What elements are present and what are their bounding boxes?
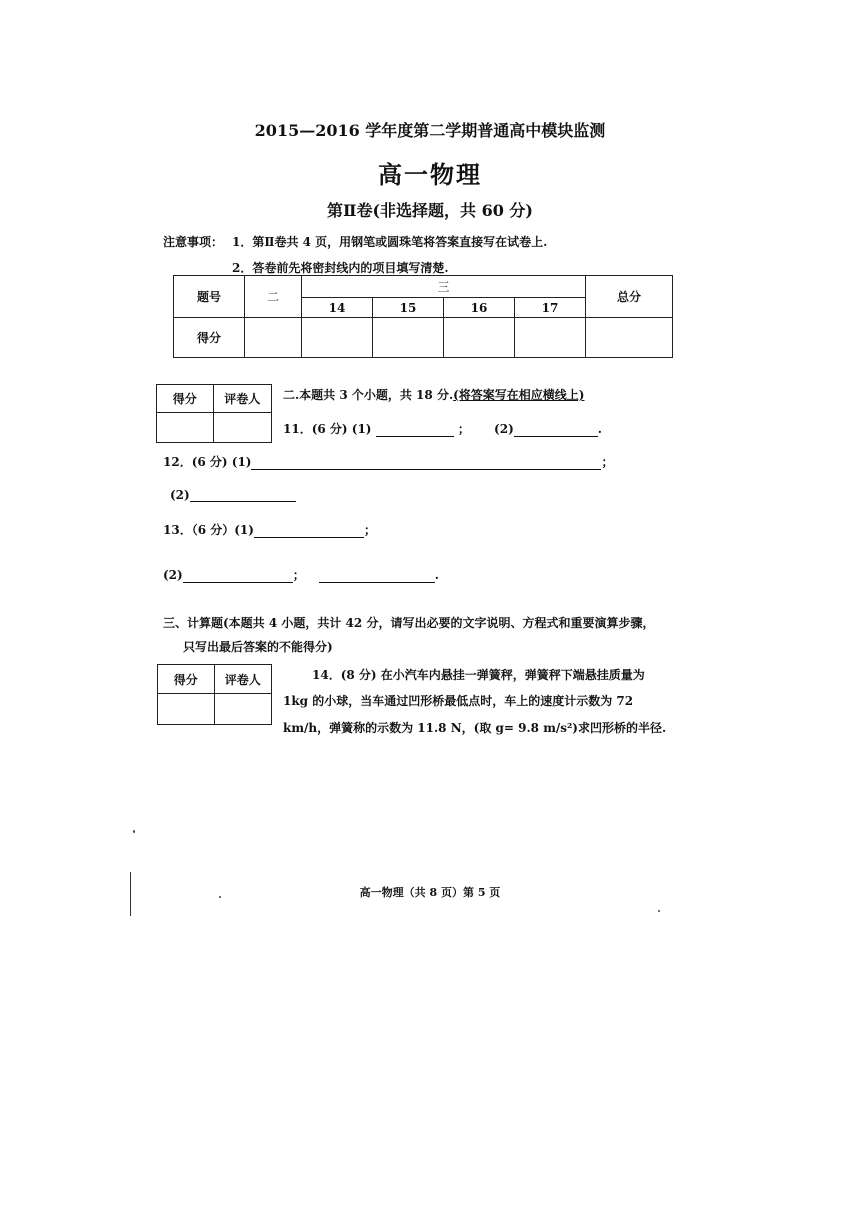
q13-separator: ； bbox=[292, 568, 305, 582]
part2-heading-text: 二.本题共 3 个小题，共 18 分. bbox=[283, 388, 454, 402]
section-title: 第Ⅱ卷(非选择题，共 60 分) bbox=[326, 201, 534, 220]
notes-item-1: 1．第Ⅱ卷共 4 页，用钢笔或圆珠笔将答案直接写在试卷上. bbox=[232, 235, 548, 249]
q12-answer-1[interactable] bbox=[251, 455, 601, 470]
q11-end: . bbox=[597, 422, 602, 436]
q14-line-2: 1kg 的小球，当车通过凹形桥最低点时，车上的速度计示数为 72 bbox=[283, 694, 634, 708]
question-13-part-2 bbox=[163, 566, 439, 583]
page-footer: 高一物理（共 8 页）第 5 页 bbox=[359, 886, 501, 899]
grader-box-2-score-label: 得分 bbox=[158, 665, 215, 694]
q12-prefix: 12．(6 分) (1) bbox=[163, 455, 252, 469]
grader-box-part-2 bbox=[156, 384, 272, 443]
q14-line-3: km/h，弹簧称的示数为 11.8 N，(取 g= 9.8 m/s²)求凹形桥的半径. bbox=[283, 721, 667, 735]
score-cell-q14[interactable] bbox=[302, 318, 373, 358]
scan-margin-line bbox=[130, 872, 131, 916]
q13-part-2-label: (2) bbox=[163, 568, 183, 582]
q13-answer-1[interactable] bbox=[254, 523, 364, 538]
grader-box-2-grader-cell[interactable] bbox=[214, 694, 272, 725]
q14-line-1: 14．(8 分) 在小汽车内悬挂一弹簧秤，弹簧秤下端悬挂质量为 bbox=[312, 668, 645, 682]
notes-item-2: 2．答卷前先将密封线内的项目填写清楚. bbox=[232, 261, 449, 275]
q11-prefix: 11．(6 分) (1) bbox=[283, 422, 372, 436]
q12-end: ； bbox=[601, 455, 614, 469]
q13-end-2: . bbox=[434, 568, 439, 582]
grader-box-grader-label: 评卷人 bbox=[213, 385, 272, 413]
score-table-total-label: 总分 bbox=[586, 276, 673, 318]
q13-answer-3[interactable] bbox=[319, 568, 435, 583]
q13-end: ； bbox=[363, 523, 376, 537]
grader-box-q14 bbox=[157, 664, 272, 725]
q13-prefix: 13．（6 分）(1) bbox=[163, 523, 254, 537]
score-table-q14: 14 bbox=[302, 298, 373, 318]
scan-speck bbox=[133, 830, 135, 833]
subject-title: 高一物理 bbox=[378, 160, 482, 189]
part3-heading-line-1: 三、计算题(本题共 4 小题，共计 42 分，请写出必要的文字说明、方程式和重要演算步骤， bbox=[163, 616, 655, 630]
score-table-part-3: 三 bbox=[302, 276, 586, 298]
exam-title: 2015—2016 学年度第二学期普通高中模块监测 bbox=[254, 121, 606, 140]
score-table-score-label: 得分 bbox=[174, 318, 245, 358]
scan-speck bbox=[219, 896, 221, 898]
grader-box-grader-cell[interactable] bbox=[213, 413, 272, 443]
question-13 bbox=[163, 521, 376, 538]
score-table-q17: 17 bbox=[515, 298, 586, 318]
scan-speck bbox=[658, 910, 660, 912]
score-table-q16: 16 bbox=[444, 298, 515, 318]
score-cell-q15[interactable] bbox=[373, 318, 444, 358]
grader-box-score-cell[interactable] bbox=[157, 413, 214, 443]
q12-answer-2[interactable] bbox=[190, 487, 296, 502]
grader-box-2-grader-label: 评卷人 bbox=[214, 665, 272, 694]
q11-answer-1[interactable] bbox=[376, 422, 454, 437]
score-table-part-2: 二 bbox=[245, 276, 302, 318]
q11-answer-2[interactable] bbox=[514, 422, 598, 437]
grader-box-2-score-cell[interactable] bbox=[158, 694, 215, 725]
q11-part-2-label: (2) bbox=[494, 422, 514, 436]
score-cell-q17[interactable] bbox=[515, 318, 586, 358]
score-table bbox=[173, 275, 673, 358]
score-cell-q16[interactable] bbox=[444, 318, 515, 358]
part3-heading-line-2: 只写出最后答案的不能得分) bbox=[183, 640, 333, 654]
grader-box-score-label: 得分 bbox=[157, 385, 214, 413]
notes-label: 注意事项： bbox=[163, 235, 224, 249]
question-12-part-2 bbox=[170, 487, 296, 502]
q11-separator: ； bbox=[457, 422, 470, 436]
part2-heading bbox=[283, 386, 584, 403]
score-table-question-label: 题号 bbox=[174, 276, 245, 318]
score-cell-part-2[interactable] bbox=[245, 318, 302, 358]
question-12 bbox=[163, 453, 613, 470]
score-cell-total[interactable] bbox=[586, 318, 673, 358]
part2-heading-instruction: (将答案写在相应横线上) bbox=[453, 388, 585, 402]
q13-answer-2[interactable] bbox=[183, 568, 293, 583]
q12-part-2-label: (2) bbox=[170, 488, 190, 502]
score-table-q15: 15 bbox=[373, 298, 444, 318]
question-11 bbox=[283, 420, 602, 437]
